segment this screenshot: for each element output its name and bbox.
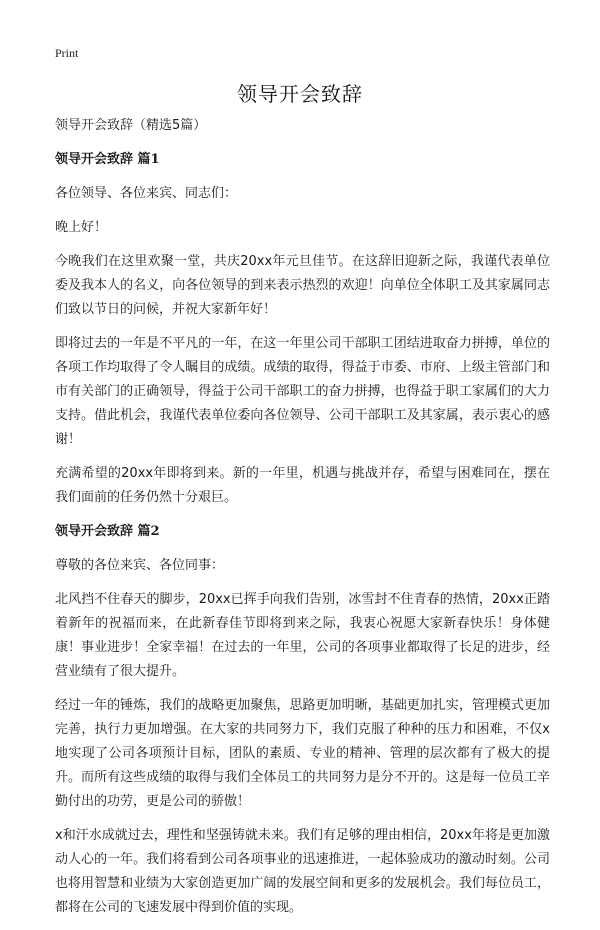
document-subtitle: 领导开会致辞（精选5篇） <box>55 118 207 133</box>
page-title: 领导开会致辞 <box>237 82 363 106</box>
paragraph: 尊敬的各位来宾、各位同事： <box>55 558 225 573</box>
document-body <box>55 114 550 930</box>
print-link[interactable]: Print <box>55 46 79 60</box>
paragraph: x和汗水成就过去，理性和坚强铸就未来。我们有足够的理由相信，20xx年将是更加激动人心的一年。我们将看到公司各项事业的迅速推进，一起体验成功的激动时刻。公司也将用智慧和业绩为大家创造更加广阔的发展空间和更多的发展机会。我们每位员工，都将在公司的飞速发展中得到价值的实现。 <box>55 828 550 915</box>
section-heading-2: 领导开会致辞 篇2 <box>55 524 160 539</box>
paragraph: 即将过去的一年是不平凡的一年，在这一年里公司干部职工团结进取奋力拼搏，单位的各项工作均取得了令人瞩目的成绩。成绩的取得，得益于市委、市府、上级主管部门和市有关部门的正确领导，得益于公司干部职工的奋力拼搏，也得益于职工家属们的大力支持。借此机会，我谨代表单位委向各位领导、公司干部职工及其家属，表示衷心的感谢！ <box>55 336 550 447</box>
paragraph: 北风挡不住春天的脚步，20xx已挥手向我们告别，冰雪封不住青春的热情，20xx正踏着新年的祝福而来，在此新春佳节即将到来之际，我衷心祝愿大家新春快乐！身体健康！事业进步！全家幸福！在过去的一年里，公司的各项事业都取得了长足的进步，经营业绩有了很大提升。 <box>55 592 550 679</box>
paragraph: 今晚我们在这里欢聚一堂，共庆20xx年元旦佳节。在这辞旧迎新之际，我谨代表单位委及我本人的名义，向各位领导的到来表示热烈的欢迎！向单位全体职工及其家属同志们致以节日的问候，并祝大家新年好！ <box>55 254 550 317</box>
paragraph: 各位领导、各位来宾、同志们： <box>55 186 238 201</box>
paragraph: 晚上好！ <box>55 220 108 235</box>
paragraph: 经过一年的锤炼，我们的战略更加聚焦，思路更加明晰，基础更加扎实，管理模式更加完善，执行力更加增强。在大家的共同努力下，我们克服了种种的压力和困难，不仅x地实现了公司各项预计目标，团队的素质、专业的精神、管理的层次都有了极大的提升。而所有这些成绩的取得与我们全体员工的共同努力是分不开的。这是每一位员工辛勤付出的功劳，更是公司的骄傲！ <box>55 698 550 809</box>
paragraph: 充满希望的20xx年即将到来。新的一年里，机遇与挑战并存，希望与困难同在，摆在我们面前的任务仍然十分艰巨。 <box>55 466 550 505</box>
section-heading-1: 领导开会致辞 篇1 <box>55 152 160 167</box>
